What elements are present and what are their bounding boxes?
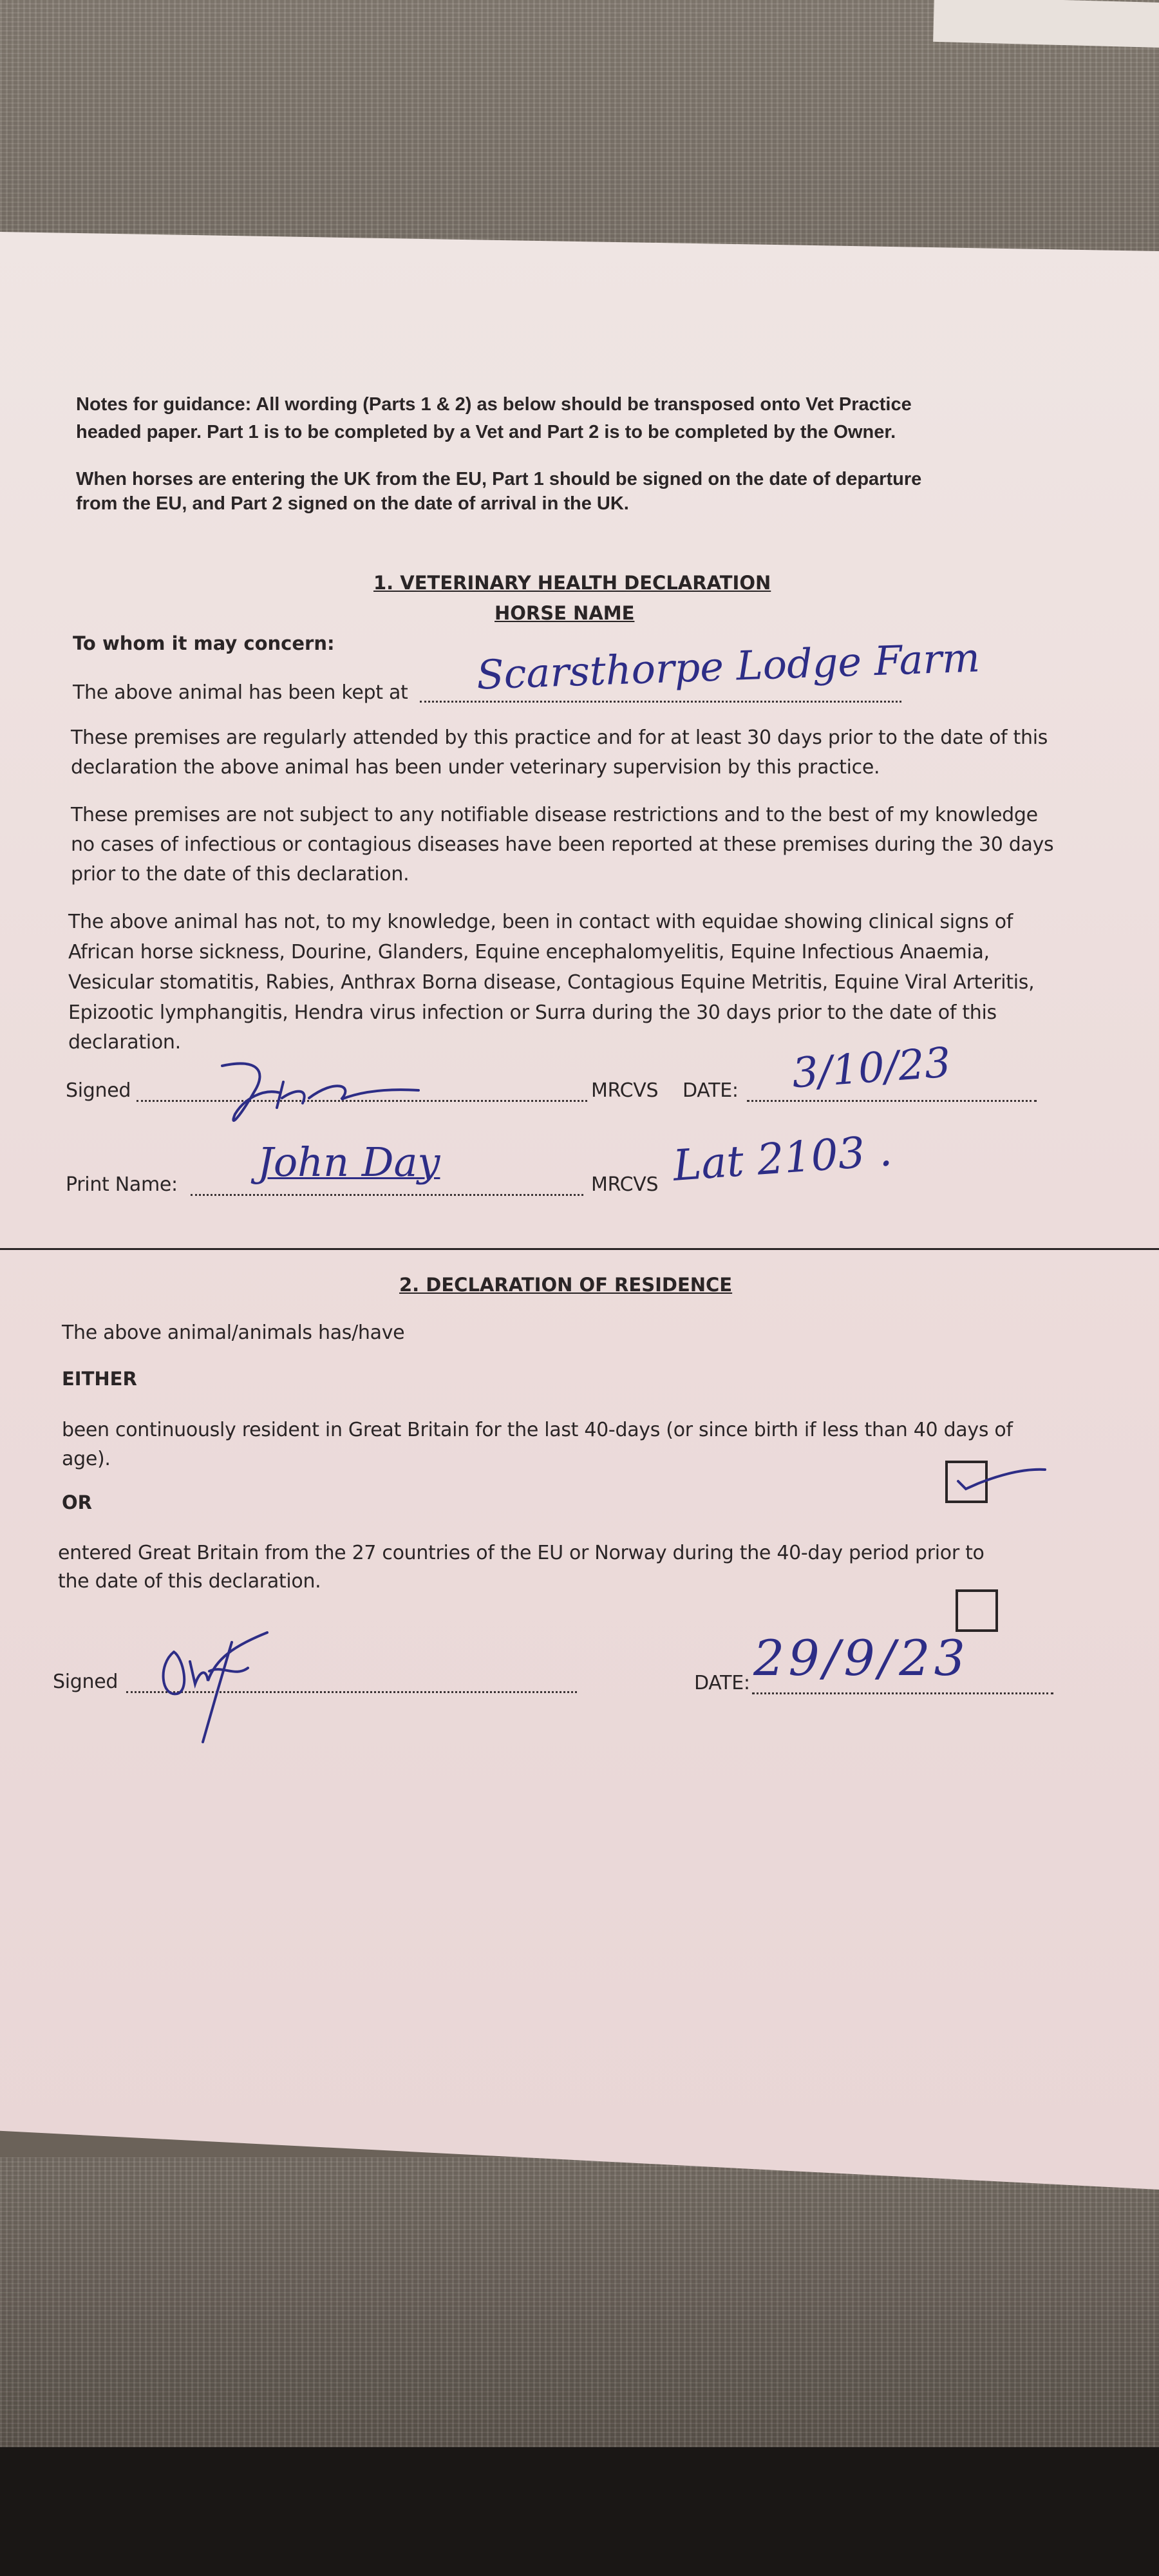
para1-line-1: These premises are regularly attended by this practice and for at least 30 days prior to the date of this bbox=[71, 726, 1048, 749]
part2-date-line bbox=[752, 1692, 1053, 1694]
or-label: OR bbox=[62, 1492, 92, 1513]
para3-line-5: declaration. bbox=[68, 1031, 181, 1054]
option1-line-2: age). bbox=[62, 1448, 111, 1470]
part1-date-value: 3/10/23 bbox=[790, 1039, 952, 1098]
kept-at-value: Scarsthorpe Lodge Farm bbox=[475, 634, 981, 699]
para1-line-2: declaration the above animal has been under veterinary supervision by this practice. bbox=[71, 756, 880, 779]
kept-at-label: The above animal has been kept at bbox=[73, 681, 408, 704]
option1-tick-mark bbox=[952, 1462, 1048, 1501]
para2-line-3: prior to the date of this declaration. bbox=[71, 863, 410, 886]
part2-signed-label: Signed bbox=[53, 1671, 118, 1693]
part1-heading: 1. VETERINARY HEALTH DECLARATION bbox=[373, 572, 771, 594]
part2-date-value: 29/9/23 bbox=[753, 1629, 969, 1687]
part1-mrcvs-label-2: MRCVS bbox=[591, 1173, 659, 1196]
part1-subheading: HORSE NAME bbox=[495, 602, 635, 624]
para3-line-4: Epizootic lymphangitis, Hendra virus infection or Surra during the 30 days prior to the date of this bbox=[68, 1001, 997, 1024]
document-page bbox=[0, 232, 1159, 2190]
para3-line-3: Vesicular stomatitis, Rabies, Anthrax Borna disease, Contagious Equine Metritis, Equine Viral Arteritis, bbox=[68, 971, 1035, 994]
part2-intro: The above animal/animals has/have bbox=[62, 1321, 405, 1344]
print-name-line bbox=[191, 1194, 583, 1196]
para3-line-2: African horse sickness, Dourine, Glanders, Equine encephalomyelitis, Equine Infectious Anaemia, bbox=[68, 941, 990, 963]
section-divider bbox=[0, 1248, 1159, 1250]
paper-edge bbox=[933, 0, 1159, 48]
part1-date-line bbox=[747, 1100, 1037, 1102]
notes-line-3: When horses are entering the UK from the EU, Part 1 should be signed on the date of departure bbox=[76, 469, 922, 489]
kept-at-line bbox=[420, 701, 901, 703]
mrcvs-value: Lat 2103 . bbox=[671, 1126, 894, 1191]
notes-line-1: Notes for guidance: All wording (Parts 1 & 2) as below should be transposed onto Vet Practice bbox=[76, 394, 912, 415]
part2-date-label: DATE: bbox=[694, 1672, 750, 1694]
part1-signed-label: Signed bbox=[66, 1079, 131, 1102]
to-whom-label: To whom it may concern: bbox=[73, 632, 335, 654]
notes-line-4: from the EU, and Part 2 signed on the date of arrival in the UK. bbox=[76, 493, 629, 514]
print-name-label: Print Name: bbox=[66, 1173, 178, 1196]
owner-signature bbox=[138, 1607, 332, 1748]
part1-date-label: DATE: bbox=[683, 1079, 739, 1102]
vet-signature bbox=[206, 1053, 425, 1137]
para2-line-1: These premises are not subject to any notifiable disease restrictions and to the best of my knowledge bbox=[71, 804, 1038, 826]
either-label: EITHER bbox=[62, 1368, 137, 1390]
part1-mrcvs-label: MRCVS bbox=[591, 1079, 659, 1102]
option2-line-1: entered Great Britain from the 27 countries of the EU or Norway during the 40-day period prior to bbox=[58, 1542, 985, 1564]
para3-line-1: The above animal has not, to my knowledge, been in contact with equidae showing clinical signs of bbox=[68, 911, 1013, 933]
print-name-value: John Day bbox=[258, 1139, 440, 1186]
para2-line-2: no cases of infectious or contagious diseases have been reported at these premises during the 30 days bbox=[71, 833, 1054, 856]
table-surface-bottom bbox=[0, 2157, 1159, 2460]
option2-line-2: the date of this declaration. bbox=[58, 1570, 321, 1593]
part2-heading: 2. DECLARATION OF RESIDENCE bbox=[399, 1274, 733, 1296]
notes-line-2: headed paper. Part 1 is to be completed by a Vet and Part 2 is to be completed by the Owner. bbox=[76, 422, 896, 442]
option1-line-1: been continuously resident in Great Britain for the last 40-days (or since birth if less than 40 days of bbox=[62, 1419, 1013, 1441]
dark-floor bbox=[0, 2447, 1159, 2576]
option2-checkbox[interactable] bbox=[956, 1589, 998, 1632]
